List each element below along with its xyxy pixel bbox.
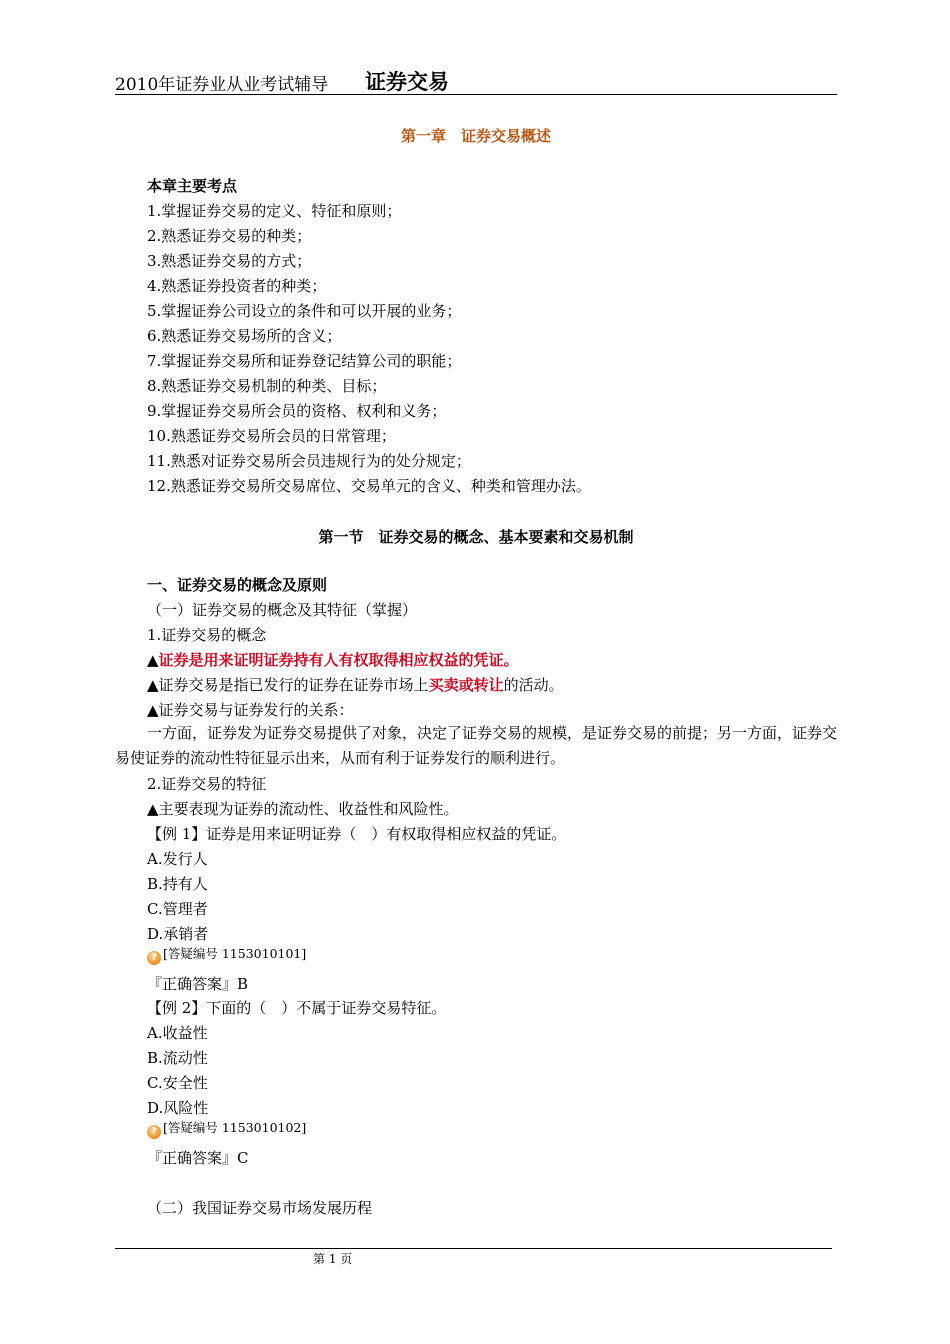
point-text: 证券交易与证券发行的关系： — [158, 701, 354, 719]
key-point: 1.掌握证券交易的定义、特征和原则； — [147, 202, 402, 220]
features-heading: 2.证券交易的特征 — [147, 775, 267, 793]
option: D.风险性 — [147, 1099, 209, 1117]
triangle-marker: ▲ — [147, 676, 159, 694]
option: D.承销者 — [147, 925, 209, 943]
sub-heading: （一）证券交易的概念及其特征（掌握） — [147, 601, 418, 619]
key-point: 7.掌握证券交易所和证券登记结算公司的职能； — [147, 352, 462, 370]
question-mark-icon[interactable]: ? — [147, 1125, 161, 1139]
concept-heading: 1.证券交易的概念 — [147, 626, 267, 644]
key-point: 11.熟悉对证券交易所会员违规行为的处分规定； — [147, 452, 471, 470]
example-question: 【例 2】下面的（ ）不属于证券交易特征。 — [147, 999, 447, 1017]
key-point: 3.熟悉证券交易的方式； — [147, 252, 312, 270]
section-title: 第一节 证券交易的概念、基本要素和交易机制 — [318, 528, 634, 546]
option: A.收益性 — [147, 1024, 208, 1042]
sub-heading: （二）我国证券交易市场发展历程 — [147, 1199, 373, 1217]
body-paragraph: 一方面，证券发为证券交易提供了对象，决定了证券交易的规模，是证券交易的前提；另一方面，证券交易使证券的流动性特征显示出来，从而有利于证券发行的顺利进行。 — [115, 724, 838, 767]
triangle-marker: ▲ — [147, 701, 159, 719]
option: C.安全性 — [147, 1074, 208, 1092]
question-mark-icon[interactable]: ? — [147, 951, 161, 965]
page-number: 第 1 页 — [313, 1252, 353, 1266]
answer: 『正确答案』B — [147, 975, 249, 993]
footer-divider — [115, 1248, 832, 1249]
question-id[interactable] — [147, 1120, 306, 1139]
point-features — [147, 799, 459, 819]
header-title: 证券交易 — [365, 70, 449, 94]
key-point: 5.掌握证券公司设立的条件和可以开展的业务； — [147, 302, 462, 320]
key-point: 2.熟悉证券交易的种类； — [147, 227, 312, 245]
option: B.流动性 — [147, 1049, 208, 1067]
part-heading: 一、证券交易的概念及原则 — [147, 576, 328, 594]
key-point: 12.熟悉证券交易所交易席位、交易单元的含义、种类和管理办法。 — [147, 477, 591, 495]
point-relation — [147, 700, 354, 720]
key-point: 10.熟悉证券交易所会员的日常管理； — [147, 427, 396, 445]
key-point: 8.熟悉证券交易机制的种类、目标； — [147, 377, 387, 395]
example-question: 【例 1】证券是用来证明证券（ ）有权取得相应权益的凭证。 — [147, 825, 567, 843]
question-id[interactable] — [147, 946, 306, 965]
point-text: 证券交易是指已发行的证券在证券市场上 — [158, 676, 429, 694]
question-id-text: [答疑编号 1153010102] — [163, 1120, 307, 1135]
triangle-marker: ▲ — [147, 800, 159, 818]
point-trade — [147, 675, 564, 695]
key-point: 9.掌握证券交易所会员的资格、权利和义务； — [147, 402, 447, 420]
point-text: 的活动。 — [503, 676, 564, 694]
point-text: 主要表现为证券的流动性、收益性和风险性。 — [158, 800, 459, 818]
page-header — [115, 66, 837, 95]
key-points-heading: 本章主要考点 — [147, 177, 238, 195]
highlight-text: 买卖或转让 — [428, 676, 504, 694]
key-point: 4.熟悉证券投资者的种类； — [147, 277, 327, 295]
point-red — [147, 650, 519, 670]
chapter-title: 第一章 证券交易概述 — [400, 127, 551, 145]
option: B.持有人 — [147, 875, 208, 893]
highlight-text: 证券是用来证明证券持有人有权取得相应权益的凭证。 — [158, 651, 519, 669]
answer: 『正确答案』C — [147, 1149, 249, 1167]
option: A.发行人 — [147, 850, 208, 868]
key-point: 6.熟悉证券交易场所的含义； — [147, 327, 342, 345]
triangle-marker: ▲ — [147, 651, 159, 669]
option: C.管理者 — [147, 900, 208, 918]
header-subtitle: 2010年证券业从业考试辅导 — [115, 75, 329, 95]
question-id-text: [答疑编号 1153010101] — [163, 946, 307, 961]
